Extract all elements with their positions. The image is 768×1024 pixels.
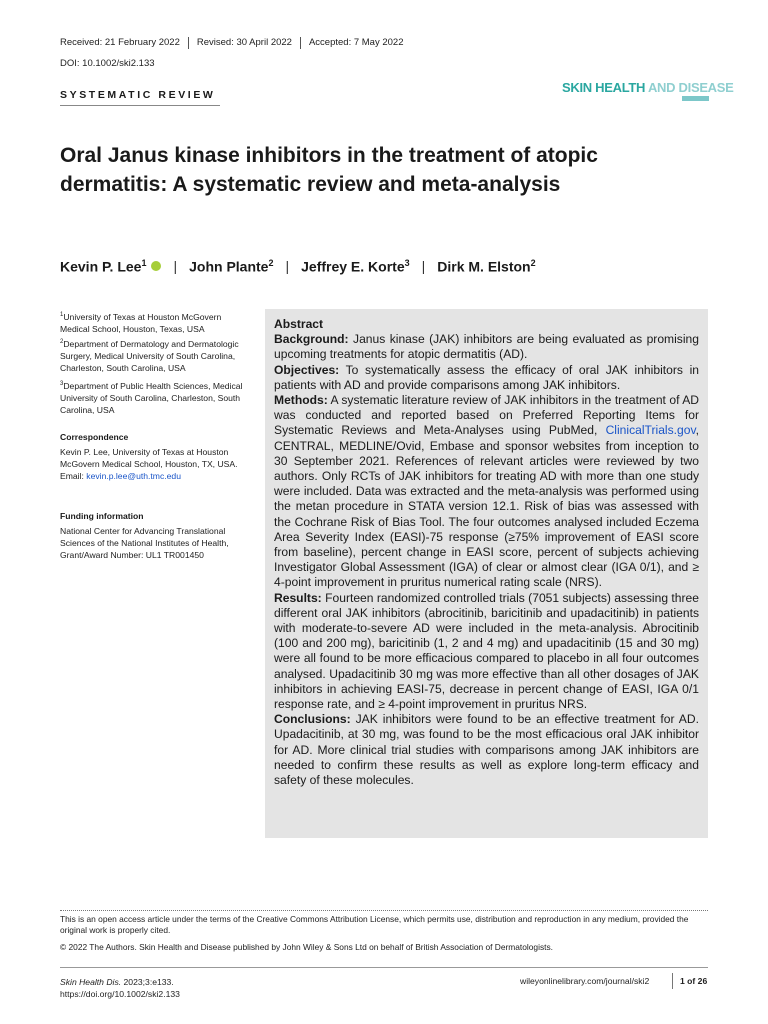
abstract-objectives: Objectives: To systematically assess the efficacy of oral JAK inhibitors in patients with AD and provide comparisons among JAK inhibitors.	[274, 362, 699, 392]
author-separator: |	[285, 258, 290, 275]
abstract-box	[265, 309, 708, 838]
author-separator: |	[173, 258, 178, 275]
abstract-background: Background: Janus kinase (JAK) inhibitors are being evaluated as promising upcoming treatments for atopic dermatitis (AD).	[274, 332, 699, 362]
clinicaltrials-link[interactable]: ClinicalTrials.gov	[605, 423, 696, 438]
abstract-results: Results: Fourteen randomized controlled trials (7051 subjects) assessing three different oral JAK inhibitors (abrocitinib, baricitinib and upadacitinib) in patients with moderate-to-severe AD were included in the meta-analysis. Abrocitinib (100 and 200 mg), baricitinib (1, 2 and 4 mg) and upadacitinib (15 and 30 mg) were all found to be more efficacious compared to placebo in all four outcomes analysed. Upadacitinib 30 mg was more effective than all other dosages of JAK inhibitors in achieving EASI-75, decrease in percent change of EASI, IGA 0/1 response rate, and ≥ 4-point improvement in pruritus NRS.	[274, 590, 699, 712]
article-history	[60, 37, 420, 49]
funding-text: National Center for Advancing Translational Sciences of the National Institutes of Health, Grant/Award Number: UL1 TR001450	[60, 526, 229, 560]
article-title: Oral Janus kinase inhibitors in the treatment of atopic dermatitis: A systematic review and meta-analysis	[60, 144, 598, 196]
correspondence-heading: Correspondence	[60, 432, 129, 442]
affiliation: $^1$University of Texas at Houston McGovern Medical School, Houston, Texas, USA	[60, 311, 222, 334]
footer-divider	[60, 967, 708, 968]
author-name[interactable]: Jeffrey E. Korte$^3$	[301, 258, 410, 275]
author-affiliation-mark: 2	[268, 258, 274, 268]
affiliation: $^2$Department of Dermatology and Dermatologic Surgery, Medical University of South Carolina, Charleston, South Carolina, USA	[60, 338, 239, 373]
citation-doi-link[interactable]: https://doi.org/10.1002/ski2.133	[60, 989, 180, 999]
section-label: SYSTEMATIC REVIEW	[60, 89, 216, 101]
accepted-date: Accepted: 7 May 2022	[308, 37, 404, 48]
author-name[interactable]: Kevin P. Lee$^1$	[60, 258, 147, 275]
abstract-methods: Methods: A systematic literature review of JAK inhibitors in the treatment of AD was conducted and reported based on Preferred Reporting Items for Systematic Reviews and Meta-Analyses using PubMed, ClinicalTrials.gov, CENTRAL, MEDLINE/Ovid, Embase and sponsor websites from inception to 30 September 2021. References of relevant articles were reviewed by two authors. Only RCTs of JAK inhibitors for treating AD with more than one study were included. Data was extracted and the meta-analysis was performed using the metan procedure in STATA version 12.1. Risk of bias was assessed with the Cochrane Risk of Bias Tool. The four outcomes analysed included Eczema Area Severity Index (EASI)-75 response (≥75% improvement of EASI score from baseline), percent change in EASI score, percent of subjects achieving Investigator Global Assessment (IGA) of clear or almost clear (IGA 0/1), and ≥ 4-point improvement in pruritus numerical rating scale (NRS).	[274, 393, 699, 590]
affiliation: $^3$Department of Public Health Sciences, Medical University of South Carolina, Charleston, South Carolina, USA	[60, 380, 243, 415]
page-number: 1 of 26	[680, 976, 708, 986]
received-date: Received: 21 February 2022	[60, 37, 189, 49]
correspondence-email-link[interactable]: kevin.p.lee@uth.tmc.edu	[86, 471, 181, 481]
journal-site-link[interactable]: wileyonlinelibrary.com/journal/ski2	[520, 976, 650, 986]
copyright-text: © 2022 The Authors. Skin Health and Disease published by John Wiley & Sons Ltd on behalf of British Association of Dermatologists.	[60, 942, 553, 952]
author-name[interactable]: Dirk M. Elston$^2$	[437, 258, 536, 275]
journal-logo-part2: AND DISEASE	[647, 80, 734, 95]
author-affiliation-mark: 1	[141, 258, 147, 268]
page-number-divider	[672, 973, 673, 989]
author-separator: |	[421, 258, 426, 275]
journal-logo[interactable]	[562, 80, 734, 95]
abstract-heading: Abstract	[274, 317, 324, 331]
journal-logo-tag	[682, 96, 709, 101]
section-divider	[60, 105, 220, 106]
author-affiliation-mark: 3	[404, 258, 410, 268]
author-affiliation-mark: 2	[530, 258, 536, 268]
author-list	[60, 258, 536, 275]
journal-logo-part1: SKIN HEALTH	[562, 80, 646, 95]
abstract-conclusions: Conclusions: JAK inhibitors were found to be an effective treatment for AD. Upadacitinib, at 30 mg, was found to be the most efficacious oral JAK inhibitor for AD. More clinical trial studies with comparisons among JAK inhibitors are needed to confirm these results as well as explore long-term efficacy and safety of these molecules.	[274, 712, 699, 788]
correspondence-text: Kevin P. Lee, University of Texas at Houston McGovern Medical School, Houston, TX, USA. Email: kevin.p.lee@uth.tmc.edu	[60, 447, 238, 481]
revised-date: Revised: 30 April 2022	[197, 37, 301, 49]
article-doi[interactable]: DOI: 10.1002/ski2.133	[60, 58, 155, 69]
footnote-divider	[60, 910, 708, 911]
citation: Skin Health Dis. 2023;3:e133. https://doi.org/10.1002/ski2.133	[60, 977, 180, 999]
license-text: This is an open access article under the terms of the Creative Commons Attribution License, which permits use, distribution and reproduction in any medium, provided the original work is properly cited.	[60, 914, 689, 935]
orcid-icon[interactable]	[151, 261, 161, 271]
funding-heading: Funding information	[60, 511, 144, 521]
author-name[interactable]: John Plante$^2$	[189, 258, 274, 275]
